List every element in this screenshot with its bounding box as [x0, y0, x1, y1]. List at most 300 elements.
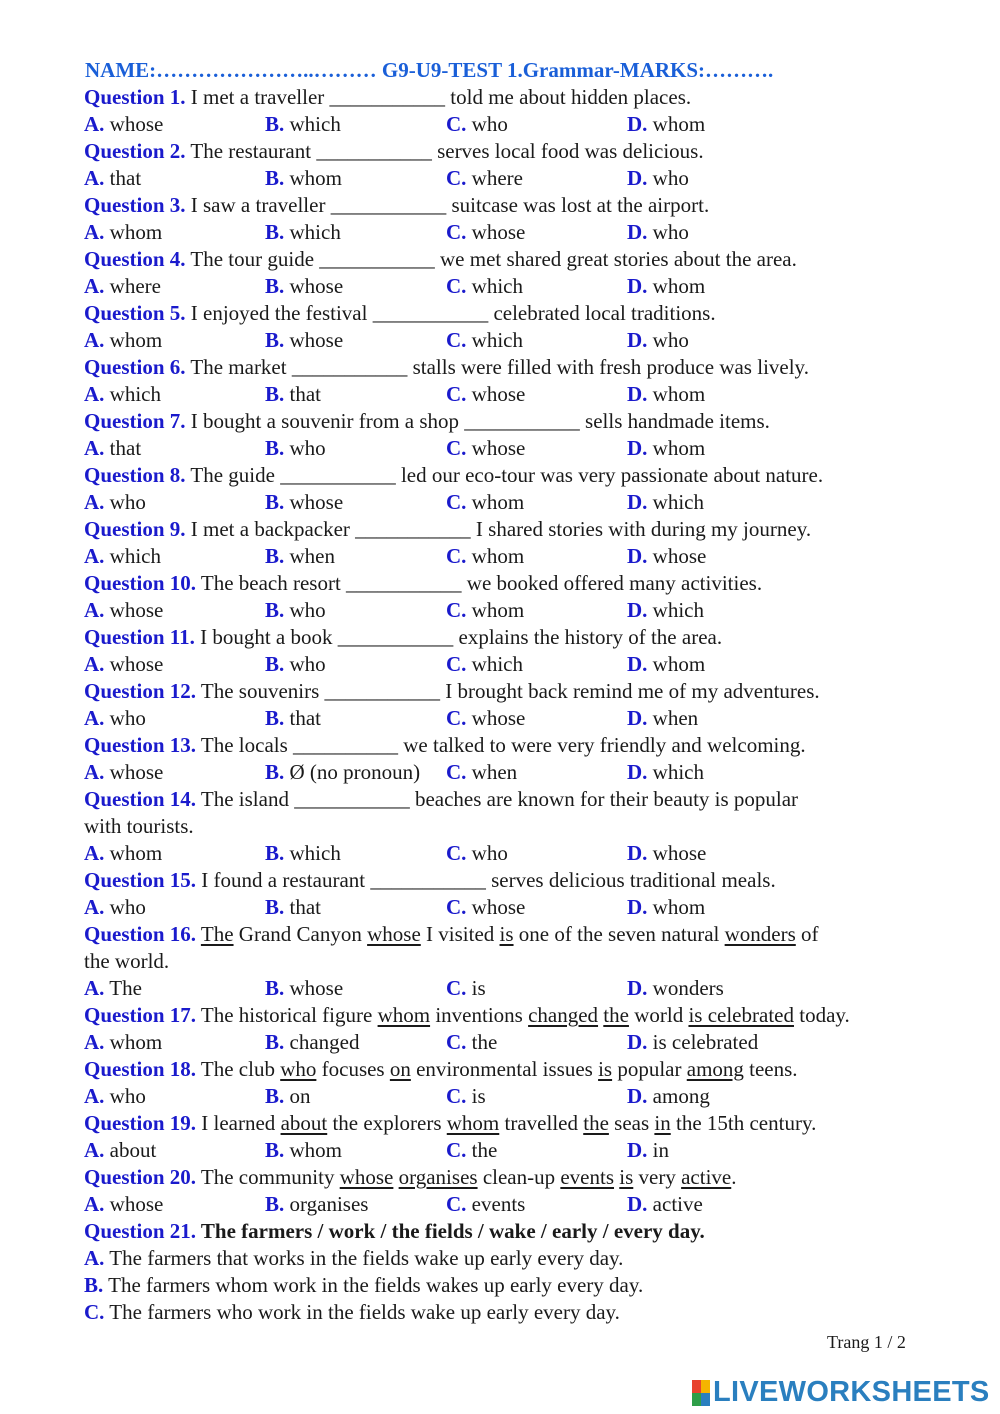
- option-c-q11[interactable]: [446, 651, 627, 678]
- option-letter: D.: [627, 652, 648, 676]
- option-letter: C.: [446, 706, 467, 730]
- option-b-q4[interactable]: [265, 273, 446, 300]
- underlined-segment: on: [389, 1057, 411, 1081]
- option-text: events: [471, 1192, 526, 1216]
- option-b-q7[interactable]: [265, 435, 446, 462]
- question-text: teens.: [743, 1057, 798, 1081]
- underlined-segment: is: [619, 1165, 634, 1189]
- question-stem: [84, 921, 964, 948]
- option-letter: C.: [446, 490, 467, 514]
- option-letter: D.: [627, 1138, 648, 1162]
- option-text: when: [652, 706, 699, 730]
- option-text: whose: [471, 382, 526, 406]
- option-c-q4[interactable]: [446, 273, 627, 300]
- option-text: whom: [289, 1138, 343, 1162]
- option-c-q21[interactable]: [84, 1299, 964, 1326]
- option-text: wonders: [652, 976, 724, 1000]
- option-letter: A.: [84, 895, 105, 919]
- option-c-q20[interactable]: [446, 1191, 627, 1218]
- option-a-q2[interactable]: [84, 165, 265, 192]
- option-letter: A.: [84, 652, 105, 676]
- option-b-q1[interactable]: [265, 111, 446, 138]
- underlined-segment: whom: [446, 1111, 500, 1135]
- question-text: environmental issues: [410, 1057, 599, 1081]
- option-text: The farmers that works in the fields wake up early every day.: [109, 1246, 624, 1270]
- logo-text: LIVEWORKSHEETS: [713, 1376, 990, 1408]
- question-stem: [84, 516, 964, 543]
- option-text: when: [471, 760, 518, 784]
- option-letter: D.: [627, 166, 648, 190]
- option-b-q11[interactable]: [265, 651, 446, 678]
- option-letter: D.: [627, 544, 648, 568]
- option-text: whose: [652, 841, 707, 865]
- question-prompt: The farmers / work / the fields / wake / early / every day.: [196, 1219, 705, 1243]
- worksheet-content: [84, 57, 964, 1326]
- option-c-q5[interactable]: [446, 327, 627, 354]
- option-a-q3[interactable]: [84, 219, 265, 246]
- options-row: [84, 597, 964, 624]
- question-stem: [84, 1110, 964, 1137]
- option-a-q5[interactable]: [84, 327, 265, 354]
- option-b-q5[interactable]: [265, 327, 446, 354]
- option-b-q16[interactable]: [265, 975, 446, 1002]
- option-b-q2[interactable]: [265, 165, 446, 192]
- option-text: which: [652, 760, 704, 784]
- option-letter: A.: [84, 166, 105, 190]
- question-stem: [84, 570, 964, 597]
- question-text: The club: [196, 1057, 281, 1081]
- option-a-q12[interactable]: [84, 705, 265, 732]
- option-letter: C.: [84, 1300, 105, 1324]
- option-text: who: [289, 436, 326, 460]
- option-text: whose: [289, 490, 344, 514]
- option-d-q12[interactable]: [627, 705, 698, 732]
- option-c-q18[interactable]: [446, 1083, 627, 1110]
- option-c-q10[interactable]: [446, 597, 627, 624]
- option-a-q18[interactable]: [84, 1083, 265, 1110]
- question-text: I enjoyed the festival ___________ celebrated local traditions.: [185, 301, 716, 325]
- option-letter: A.: [84, 976, 105, 1000]
- option-a-q9[interactable]: [84, 543, 265, 570]
- option-a-q1[interactable]: [84, 111, 265, 138]
- question-number: Question 21.: [84, 1219, 197, 1243]
- question-text: The tour guide ___________ we met shared great stories about the area.: [185, 247, 797, 271]
- worksheet-header: [85, 57, 964, 84]
- underlined-segment: about: [280, 1111, 328, 1135]
- question-number: Question 9.: [84, 517, 186, 541]
- option-letter: B.: [265, 598, 285, 622]
- question-number: Question 11.: [84, 625, 195, 649]
- option-text: whose: [109, 760, 164, 784]
- option-a-q7[interactable]: [84, 435, 265, 462]
- option-letter: A.: [84, 706, 105, 730]
- underlined-segment: whose: [339, 1165, 394, 1189]
- option-text: The farmers whom work in the fields wakes up early every day.: [108, 1273, 644, 1297]
- question-stem: [84, 1002, 964, 1029]
- options-row: [84, 894, 964, 921]
- option-letter: A.: [84, 544, 105, 568]
- question-text: focuses: [316, 1057, 390, 1081]
- options-row: [84, 1083, 964, 1110]
- underlined-segment: whom: [377, 1003, 431, 1027]
- option-text: changed: [289, 1030, 360, 1054]
- question-text: The beach resort ___________ we booked offered many activities.: [196, 571, 763, 595]
- option-a-q6[interactable]: [84, 381, 265, 408]
- options-row: [84, 435, 964, 462]
- option-text: which: [471, 274, 523, 298]
- question-number: Question 8.: [84, 463, 186, 487]
- option-text: The farmers who work in the fields wake up early every day.: [109, 1300, 620, 1324]
- underlined-segment: whose: [367, 922, 421, 946]
- logo-square-yellow: [701, 1380, 710, 1393]
- option-text: in: [652, 1138, 670, 1162]
- option-a-q21[interactable]: [84, 1245, 964, 1272]
- question-text: world: [628, 1003, 689, 1027]
- option-text: who: [652, 166, 689, 190]
- option-d-q2[interactable]: [627, 165, 689, 192]
- question-text: The guide ___________ led our eco-tour was very passionate about nature.: [185, 463, 824, 487]
- option-letter: B.: [265, 166, 285, 190]
- option-d-q17[interactable]: [627, 1029, 758, 1056]
- question-text: travelled: [499, 1111, 584, 1135]
- option-text: which: [471, 652, 523, 676]
- option-c-q9[interactable]: [446, 543, 627, 570]
- option-b-q12[interactable]: [265, 705, 446, 732]
- question-text: I met a backpacker ___________ I shared stories with during my journey.: [185, 517, 812, 541]
- option-b-q14[interactable]: [265, 840, 446, 867]
- option-text: whose: [289, 328, 344, 352]
- option-text: whose: [109, 1192, 164, 1216]
- option-letter: A.: [84, 1084, 105, 1108]
- option-text: whose: [471, 436, 526, 460]
- option-d-q13[interactable]: [627, 759, 704, 786]
- options-row: [84, 489, 964, 516]
- option-letter: D.: [627, 328, 648, 352]
- option-text: who: [109, 706, 146, 730]
- question-stem: [84, 408, 964, 435]
- option-letter: D.: [627, 895, 648, 919]
- option-letter: B.: [265, 382, 285, 406]
- option-a-q19[interactable]: [84, 1137, 265, 1164]
- option-d-q15[interactable]: [627, 894, 705, 921]
- option-text: whose: [471, 706, 526, 730]
- option-a-q14[interactable]: [84, 840, 265, 867]
- option-text: Ø (no pronoun): [289, 760, 421, 784]
- option-text: whom: [652, 436, 706, 460]
- option-letter: B.: [265, 1192, 285, 1216]
- option-b-q8[interactable]: [265, 489, 446, 516]
- question-text: I saw a traveller ___________ suitcase was lost at the airport.: [185, 193, 710, 217]
- option-letter: A.: [84, 841, 105, 865]
- question-text: The market ___________ stalls were filled with fresh produce was lively.: [185, 355, 809, 379]
- option-letter: C.: [446, 220, 467, 244]
- question-text: very: [633, 1165, 682, 1189]
- option-c-q15[interactable]: [446, 894, 627, 921]
- option-text: whom: [471, 490, 525, 514]
- question-text: The restaurant ___________ serves local food was delicious.: [185, 139, 704, 163]
- options-row: [84, 840, 964, 867]
- option-a-q11[interactable]: [84, 651, 265, 678]
- option-d-q19[interactable]: [627, 1137, 669, 1164]
- options-row: [84, 651, 964, 678]
- option-text: that: [109, 166, 142, 190]
- question-stem: [84, 1056, 964, 1083]
- question-stem: [84, 354, 964, 381]
- underlined-segment: The: [200, 922, 234, 946]
- question-text: seas: [608, 1111, 655, 1135]
- option-text: which: [109, 544, 161, 568]
- option-c-q7[interactable]: [446, 435, 627, 462]
- option-letter: D.: [627, 1030, 648, 1054]
- option-b-q21[interactable]: [84, 1272, 964, 1299]
- option-text: whom: [109, 220, 163, 244]
- option-letter: B.: [265, 436, 285, 460]
- option-letter: B.: [265, 490, 285, 514]
- option-text: the: [471, 1138, 498, 1162]
- option-text: is: [471, 976, 486, 1000]
- options-row: [84, 705, 964, 732]
- question-number: Question 1.: [84, 85, 186, 109]
- option-letter: B.: [265, 706, 285, 730]
- option-letter: A.: [84, 1138, 105, 1162]
- option-b-q19[interactable]: [265, 1137, 446, 1164]
- option-a-q10[interactable]: [84, 597, 265, 624]
- option-text: whose: [471, 895, 526, 919]
- question-text-continued: with tourists.: [84, 814, 194, 838]
- underlined-segment: is celebrated: [688, 1003, 794, 1027]
- option-letter: A.: [84, 274, 105, 298]
- option-b-q10[interactable]: [265, 597, 446, 624]
- option-d-q18[interactable]: [627, 1083, 710, 1110]
- options-row: [84, 219, 964, 246]
- question-number: Question 5.: [84, 301, 186, 325]
- option-b-q18[interactable]: [265, 1083, 446, 1110]
- option-c-q19[interactable]: [446, 1137, 627, 1164]
- options-row: [84, 1029, 964, 1056]
- option-letter: B.: [265, 841, 285, 865]
- option-b-q20[interactable]: [265, 1191, 446, 1218]
- option-text: that: [289, 895, 322, 919]
- option-d-q16[interactable]: [627, 975, 724, 1002]
- question-text: one of the seven natural: [513, 922, 725, 946]
- option-a-q16[interactable]: [84, 975, 265, 1002]
- option-d-q7[interactable]: [627, 435, 705, 462]
- option-letter: B.: [265, 112, 285, 136]
- option-c-q14[interactable]: [446, 840, 627, 867]
- option-letter: B.: [265, 895, 285, 919]
- option-d-q1[interactable]: [627, 111, 705, 138]
- option-text: who: [471, 841, 508, 865]
- option-c-q13[interactable]: [446, 759, 627, 786]
- option-c-q1[interactable]: [446, 111, 627, 138]
- option-text: whose: [471, 220, 526, 244]
- option-b-q15[interactable]: [265, 894, 446, 921]
- option-text: about: [109, 1138, 157, 1162]
- option-text: where: [109, 274, 161, 298]
- option-a-q4[interactable]: [84, 273, 265, 300]
- option-text: whom: [109, 841, 163, 865]
- question-stem: [84, 300, 964, 327]
- option-d-q14[interactable]: [627, 840, 706, 867]
- underlined-segment: who: [280, 1057, 317, 1081]
- question-list: [84, 84, 964, 1326]
- question-text: I met a traveller ___________ told me about hidden places.: [185, 85, 692, 109]
- option-d-q20[interactable]: [627, 1191, 703, 1218]
- option-text: which: [289, 841, 341, 865]
- option-text: on: [289, 1084, 311, 1108]
- question-number: Question 2.: [84, 139, 186, 163]
- option-a-q8[interactable]: [84, 489, 265, 516]
- question-stem: [84, 462, 964, 489]
- option-text: who: [652, 328, 689, 352]
- option-letter: D.: [627, 706, 648, 730]
- underlined-segment: in: [654, 1111, 671, 1135]
- question-number: Question 15.: [84, 868, 197, 892]
- option-letter: D.: [627, 598, 648, 622]
- option-a-q15[interactable]: [84, 894, 265, 921]
- option-d-q6[interactable]: [627, 381, 705, 408]
- option-d-q10[interactable]: [627, 597, 704, 624]
- option-letter: C.: [446, 598, 467, 622]
- option-text: active: [652, 1192, 703, 1216]
- option-c-q2[interactable]: [446, 165, 627, 192]
- option-c-q12[interactable]: [446, 705, 627, 732]
- option-text: whose: [289, 976, 344, 1000]
- option-c-q8[interactable]: [446, 489, 627, 516]
- underlined-segment: active: [681, 1165, 732, 1189]
- option-text: whose: [289, 274, 344, 298]
- option-letter: B.: [265, 274, 285, 298]
- options-row: [84, 327, 964, 354]
- options-row: [84, 165, 964, 192]
- option-d-q9[interactable]: [627, 543, 706, 570]
- option-c-q3[interactable]: [446, 219, 627, 246]
- question-text: The locals __________ we talked to were very friendly and welcoming.: [196, 733, 806, 757]
- option-a-q17[interactable]: [84, 1029, 265, 1056]
- question-text: I bought a book ___________ explains the history of the area.: [194, 625, 723, 649]
- option-letter: D.: [627, 841, 648, 865]
- underlined-segment: events: [560, 1165, 615, 1189]
- question-number: Question 3.: [84, 193, 186, 217]
- name-label: NAME:: [85, 58, 157, 82]
- option-letter: C.: [446, 895, 467, 919]
- question-text: popular: [612, 1057, 687, 1081]
- option-text: whom: [652, 274, 706, 298]
- option-text: which: [289, 112, 341, 136]
- question-stem: [84, 732, 964, 759]
- name-blank[interactable]: …………………..………: [156, 58, 377, 82]
- option-b-q9[interactable]: [265, 543, 446, 570]
- option-d-q11[interactable]: [627, 651, 705, 678]
- question-stem: [84, 1218, 964, 1245]
- option-c-q16[interactable]: [446, 975, 627, 1002]
- option-text: whom: [652, 895, 706, 919]
- option-text: which: [471, 328, 523, 352]
- underlined-segment: wonders: [724, 922, 796, 946]
- option-b-q17[interactable]: [265, 1029, 446, 1056]
- question-text: the 15th century.: [670, 1111, 817, 1135]
- option-text: that: [109, 436, 142, 460]
- question-stem: [84, 84, 964, 111]
- option-text: whom: [471, 598, 525, 622]
- option-c-q17[interactable]: [446, 1029, 627, 1056]
- question-stem: [84, 678, 964, 705]
- option-letter: B.: [265, 1138, 285, 1162]
- option-text: which: [109, 382, 161, 406]
- option-text: whom: [289, 166, 343, 190]
- option-text: whose: [109, 598, 164, 622]
- options-row: [84, 111, 964, 138]
- option-text: whom: [109, 328, 163, 352]
- option-text: that: [289, 706, 322, 730]
- options-row: [84, 381, 964, 408]
- option-text: is: [471, 1084, 486, 1108]
- option-text: whom: [652, 382, 706, 406]
- option-text: which: [289, 220, 341, 244]
- option-letter: B.: [265, 220, 285, 244]
- option-letter: A.: [84, 1192, 105, 1216]
- option-text: who: [109, 1084, 146, 1108]
- question-text: I found a restaurant ___________ serves delicious traditional meals.: [196, 868, 776, 892]
- option-letter: C.: [446, 544, 467, 568]
- option-d-q8[interactable]: [627, 489, 704, 516]
- underlined-segment: is: [499, 922, 514, 946]
- option-letter: D.: [627, 112, 648, 136]
- underlined-segment: among: [686, 1057, 744, 1081]
- question-number: Question 14.: [84, 787, 197, 811]
- option-d-q5[interactable]: [627, 327, 689, 354]
- option-text: when: [289, 544, 336, 568]
- option-letter: B.: [265, 976, 285, 1000]
- option-d-q3[interactable]: [627, 219, 689, 246]
- option-a-q13[interactable]: [84, 759, 265, 786]
- question-text: .: [731, 1165, 737, 1189]
- question-text: I bought a souvenir from a shop ___________ sells handmade items.: [185, 409, 770, 433]
- option-letter: A.: [84, 1030, 105, 1054]
- option-letter: A.: [84, 328, 105, 352]
- option-letter: C.: [446, 1084, 467, 1108]
- option-text: that: [289, 382, 322, 406]
- option-letter: C.: [446, 328, 467, 352]
- option-text: who: [109, 895, 146, 919]
- option-d-q4[interactable]: [627, 273, 705, 300]
- question-stem: [84, 192, 964, 219]
- options-row: [84, 1191, 964, 1218]
- option-letter: A.: [84, 1246, 105, 1270]
- option-b-q13[interactable]: [265, 759, 446, 786]
- option-text: is celebrated: [652, 1030, 759, 1054]
- option-text: whom: [109, 1030, 163, 1054]
- option-letter: D.: [627, 220, 648, 244]
- option-text: whose: [109, 112, 164, 136]
- option-b-q6[interactable]: [265, 381, 446, 408]
- question-number: Question 7.: [84, 409, 186, 433]
- option-letter: C.: [446, 274, 467, 298]
- option-a-q20[interactable]: [84, 1191, 265, 1218]
- question-number: Question 20.: [84, 1165, 197, 1189]
- question-number: Question 4.: [84, 247, 186, 271]
- option-letter: C.: [446, 976, 467, 1000]
- option-c-q6[interactable]: [446, 381, 627, 408]
- option-text: whom: [652, 652, 706, 676]
- test-title: G9-U9-TEST 1.Grammar-MARKS:……….: [381, 58, 774, 82]
- option-letter: A.: [84, 382, 105, 406]
- question-stem: [84, 246, 964, 273]
- question-number: Question 19.: [84, 1111, 197, 1135]
- option-text: whose: [109, 652, 164, 676]
- option-b-q3[interactable]: [265, 219, 446, 246]
- option-text: whom: [471, 544, 525, 568]
